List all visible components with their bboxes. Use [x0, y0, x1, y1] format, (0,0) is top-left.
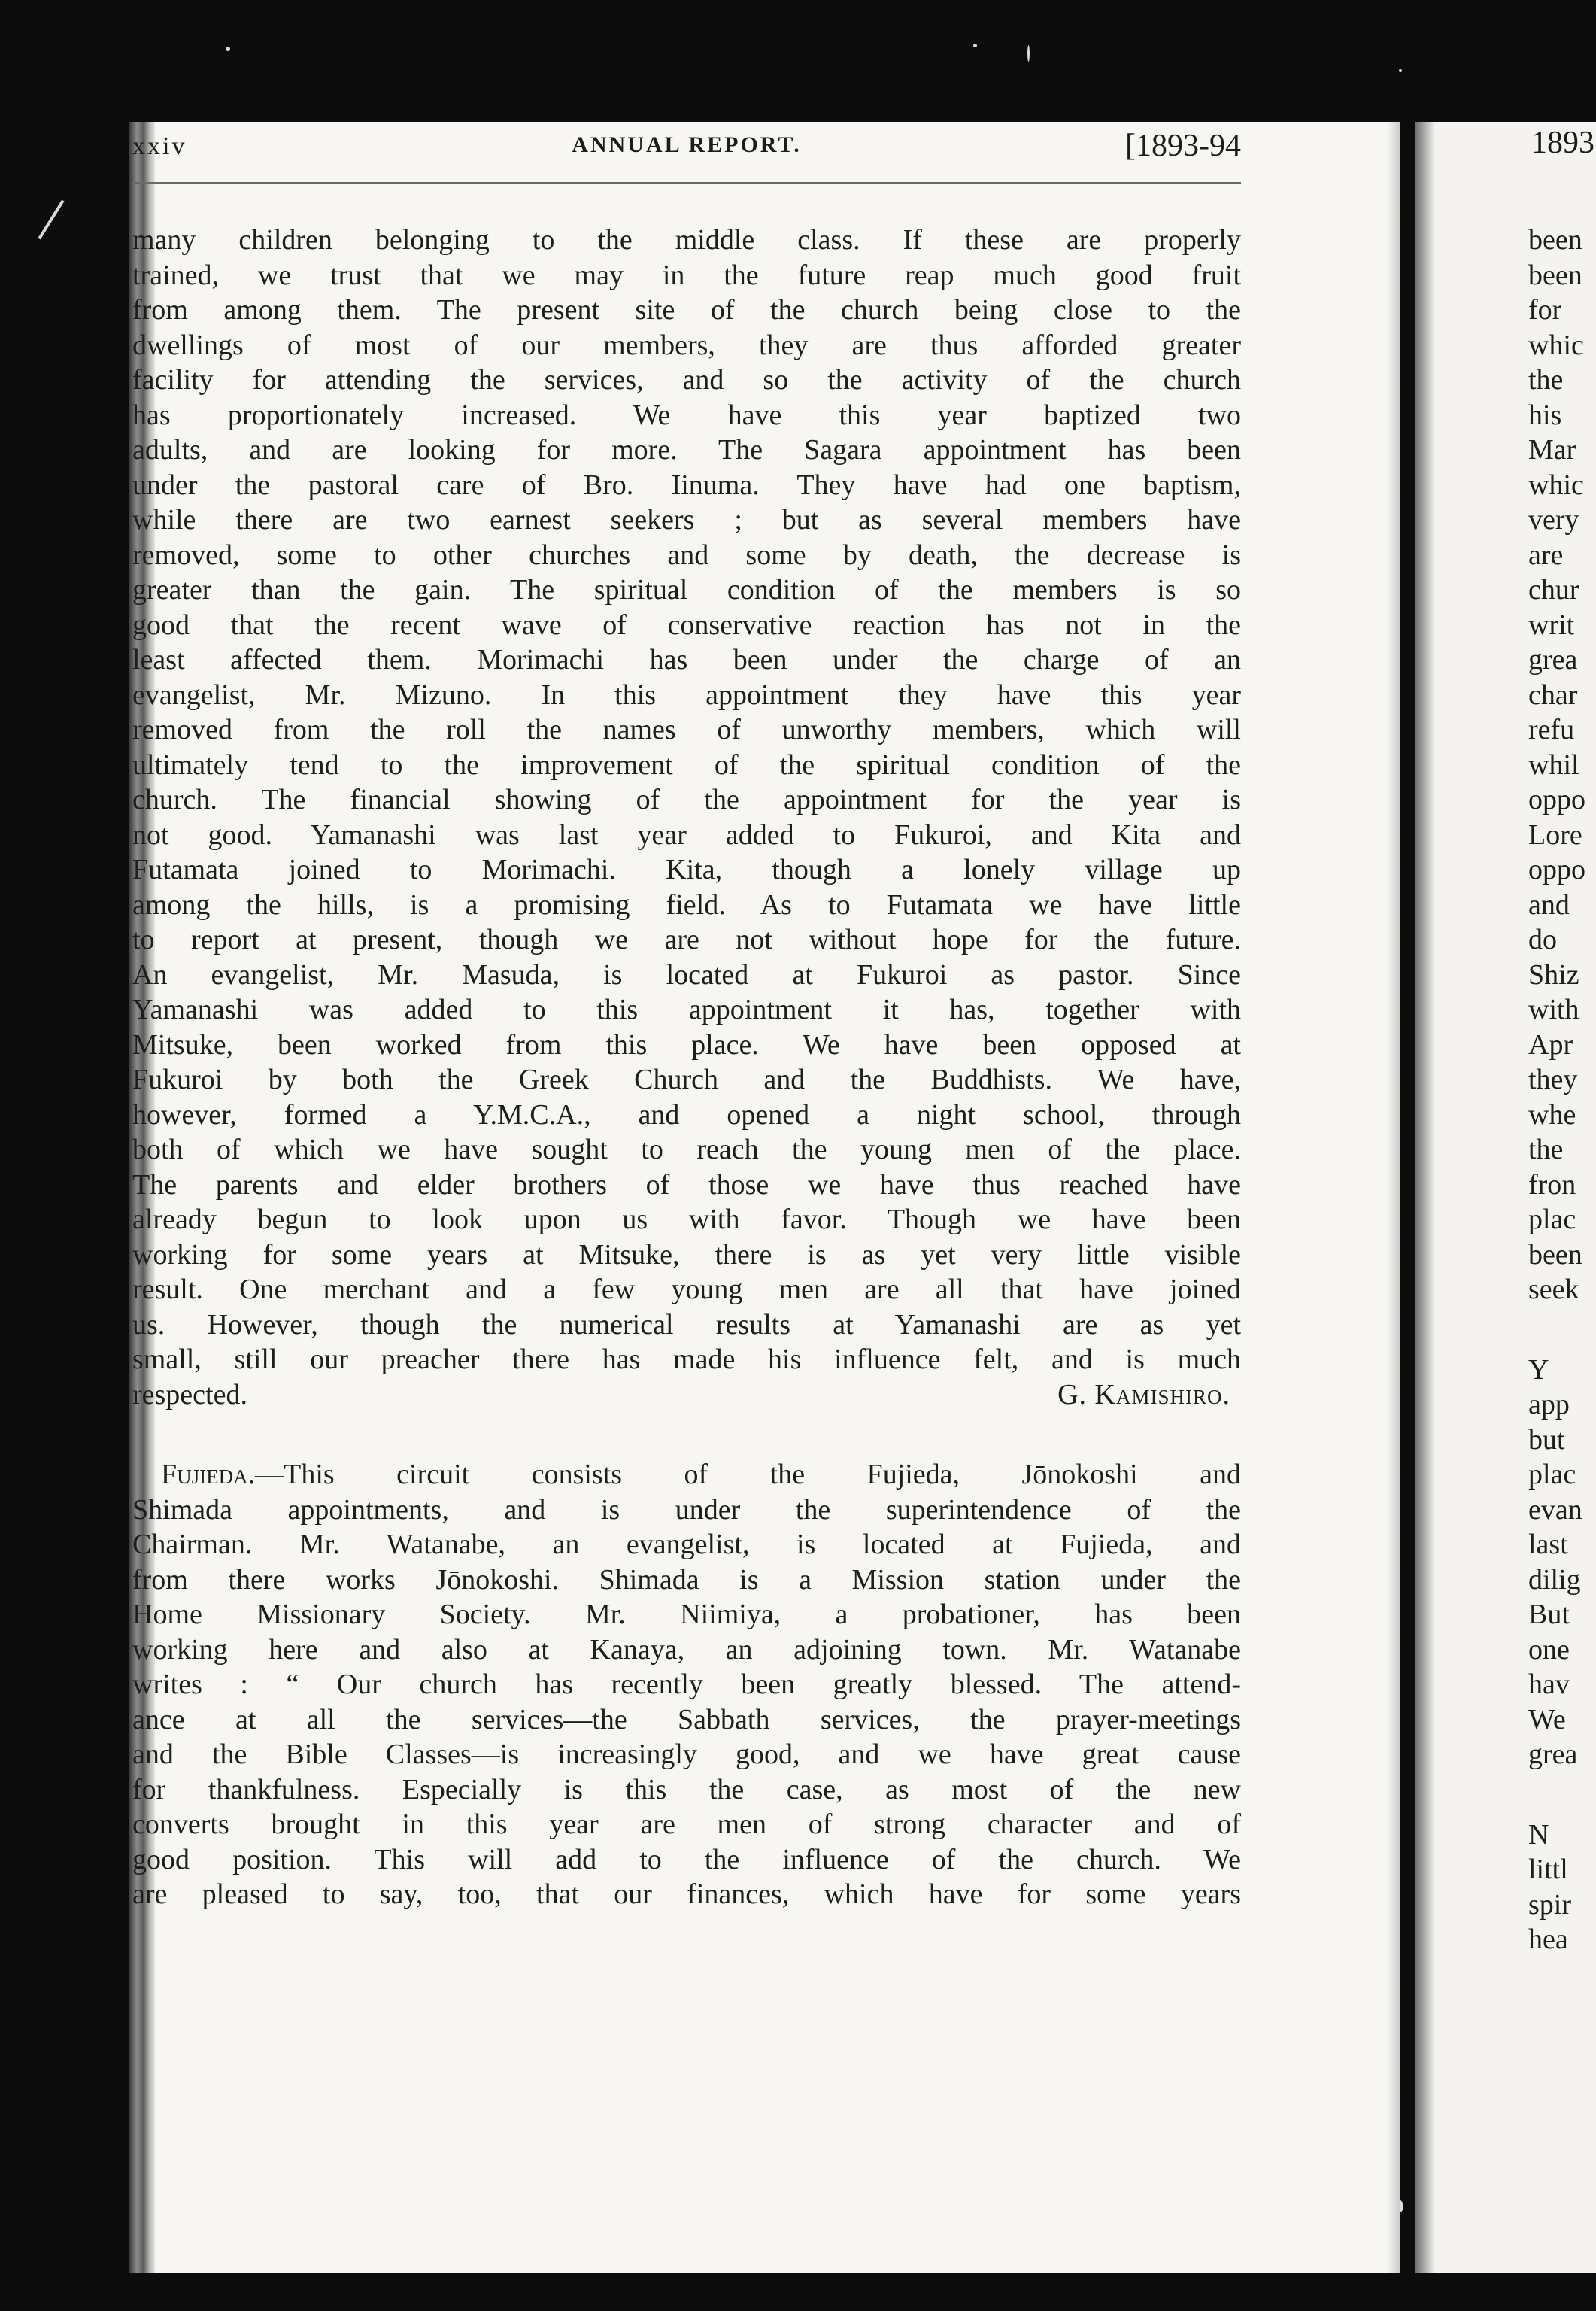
facing-page-line-fragment: hea	[1528, 1924, 1568, 1955]
text-line: removed, some to other churches and some by death, the decrease is	[132, 539, 1241, 571]
facing-page-line-fragment: last	[1528, 1529, 1568, 1560]
facing-page-line-fragment: plac	[1528, 1459, 1576, 1490]
text-line: Mitsuke, been worked from this place. We have been opposed at	[132, 1028, 1241, 1061]
paragraph-gap	[1528, 1772, 1596, 1818]
signature-row	[132, 1377, 1241, 1413]
body-text	[132, 223, 1241, 1912]
facing-page-line-fragment: one	[1528, 1633, 1570, 1666]
text-line: good that the recent wave of conservative reaction has not in the	[132, 609, 1241, 641]
facing-page-line-fragment: Apr	[1528, 1028, 1573, 1061]
text-line: church. The financial showing of the appointment for the year is	[132, 784, 1241, 815]
page-folio: xxiv	[132, 132, 187, 160]
text-line: working for some years at Mitsuke, there is as yet very little visible	[132, 1238, 1241, 1271]
film-scratch	[38, 199, 64, 239]
text-line: Yamanashi was added to this appointment it has, together with	[132, 994, 1241, 1025]
film-speck	[1027, 45, 1030, 62]
facing-page-line-fragment: refu	[1528, 714, 1575, 746]
text-line: under the pastoral care of Bro. Iinuma. They have had one baptism,	[132, 469, 1241, 501]
facing-page-line-fragment: N	[1528, 1818, 1549, 1851]
text-line: greater than the gain. The spiritual condition of the members is so	[132, 574, 1241, 606]
text-line: for thankfulness. Especially is this the case, as most of the new	[132, 1773, 1241, 1805]
facing-page-line-fragment: do	[1528, 924, 1557, 955]
facing-page-line-fragment: and	[1528, 888, 1570, 921]
text-line: Futamata joined to Morimachi. Kita, though a lonely village up	[132, 854, 1241, 885]
facing-page-line-fragment: seek	[1528, 1274, 1579, 1305]
facing-page-line-fragment: grea	[1528, 1739, 1578, 1770]
facing-page-line-fragment: char	[1528, 679, 1578, 711]
facing-page-line-fragment: dilig	[1528, 1563, 1581, 1596]
running-year: [1893-94	[1125, 129, 1241, 163]
text-line: evangelist, Mr. Mizuno. In this appointment they have this year	[132, 679, 1241, 711]
facing-page-line-fragment: But	[1528, 1599, 1570, 1630]
facing-page-line-fragment: the	[1528, 1134, 1564, 1165]
facing-page-line-fragment: Y	[1528, 1353, 1549, 1386]
closing-line: respected.	[132, 1378, 247, 1411]
facing-page-line-fragment: evan	[1528, 1493, 1582, 1526]
text-line: us. However, though the numerical results at Yamanashi are as yet	[132, 1308, 1241, 1341]
text-line: dwellings of most of our members, they are thus afforded greater	[132, 329, 1241, 361]
text-line: working here and also at Kanaya, an adjoining town. Mr. Watanabe	[132, 1633, 1241, 1666]
text-line: has proportionately increased. We have this year baptized two	[132, 399, 1241, 431]
facing-page-line-fragment: grea	[1528, 644, 1578, 676]
text-line: already begun to look upon us with favor. Though we have been	[132, 1204, 1241, 1235]
running-title: ANNUAL REPORT.	[572, 132, 802, 157]
facing-page-line-fragment: his	[1528, 399, 1562, 431]
text-line: adults, and are looking for more. The Sagara appointment has been	[132, 434, 1241, 466]
facing-page-line-fragment: whic	[1528, 329, 1584, 361]
text-line: ance at all the services—the Sabbath services, the prayer-meetings	[132, 1703, 1241, 1736]
facing-page-line-fragment: chur	[1528, 574, 1579, 606]
text-line: to report at present, though we are not without hope for the future.	[132, 924, 1241, 955]
text-line: small, still our preacher there has made his influence felt, and is much	[132, 1344, 1241, 1375]
facing-page-line-fragment: Mar	[1528, 434, 1576, 466]
facing-page-line-fragment: plac	[1528, 1204, 1576, 1235]
facing-page-line-fragment: Shiz	[1528, 958, 1579, 991]
facing-page-line-fragment: oppo	[1528, 784, 1585, 815]
text-line: however, formed a Y.M.C.A., and opened a night school, through	[132, 1098, 1241, 1131]
facing-page-line-fragment: for	[1528, 294, 1562, 326]
facing-page-header: 1893	[1531, 126, 1594, 160]
text-line: converts brought in this year are men of strong character and of	[132, 1808, 1241, 1840]
facing-page-line-fragment: but	[1528, 1423, 1565, 1456]
facing-page-line-fragment: We	[1528, 1703, 1566, 1736]
facing-page-line-fragment: app	[1528, 1389, 1570, 1420]
text-line: trained, we trust that we may in the future reap much good fruit	[132, 259, 1241, 291]
facing-page-line-fragment: Lore	[1528, 818, 1582, 851]
facing-page-line-fragment: been	[1528, 224, 1582, 256]
text-line: good position. This will add to the influence of the church. We	[132, 1843, 1241, 1875]
facing-page-line-fragment: very	[1528, 504, 1579, 536]
paragraph-fujieda-circuit	[132, 1457, 1241, 1912]
paragraph-kamishiro-report	[132, 223, 1241, 1377]
signature: G. Kamishiro.	[1057, 1378, 1230, 1411]
text-line: both of which we have sought to reach the young men of the place.	[132, 1134, 1241, 1165]
text-line: least affected them. Morimachi has been under the charge of an	[132, 644, 1241, 676]
text-line: among the hills, is a promising field. As to Futamata we have little	[132, 888, 1241, 921]
facing-page-line-fragment: hav	[1528, 1669, 1570, 1700]
paragraph-gap	[1528, 1307, 1596, 1353]
heading-continuation: —This circuit consists of the Fujieda, Jōnokoshi and	[255, 1459, 1241, 1490]
facing-page-line-fragment: whe	[1528, 1098, 1576, 1131]
text-line: writes : “ Our church has recently been greatly blessed. The attend-	[132, 1669, 1241, 1700]
film-speck	[226, 47, 230, 51]
facing-page-line-fragment: spir	[1528, 1888, 1571, 1921]
running-head	[132, 129, 1241, 175]
facing-page-line-fragment: oppo	[1528, 854, 1585, 885]
text-line: ultimately tend to the improvement of the spiritual condition of the	[132, 749, 1241, 781]
text-line: An evangelist, Mr. Masuda, is located at Fukuroi as pastor. Since	[132, 958, 1241, 991]
section-heading: Fujieda.	[161, 1459, 256, 1490]
text-line: from there works Jōnokoshi. Shimada is a Mission station under the	[132, 1563, 1241, 1596]
header-rule	[132, 182, 1241, 184]
text-line: result. One merchant and a few young men are all that have joined	[132, 1274, 1241, 1305]
facing-page-line-fragment: they	[1528, 1064, 1578, 1095]
paragraph-first-line	[132, 1457, 1241, 1493]
text-line: from among them. The present site of the church being close to the	[132, 294, 1241, 326]
film-speck	[1399, 69, 1402, 72]
text-line: Shimada appointments, and is under the superintendence of the	[132, 1493, 1241, 1526]
facing-page-line-fragment: are	[1528, 539, 1564, 571]
text-line: The parents and elder brothers of those we have thus reached have	[132, 1168, 1241, 1201]
page-gutter-edge	[1387, 122, 1400, 2273]
text-line: facility for attending the services, and so the activity of the church	[132, 364, 1241, 396]
facing-page-line-fragment: whil	[1528, 749, 1579, 781]
text-line: removed from the roll the names of unworthy members, which will	[132, 714, 1241, 746]
facing-page-line-fragment: been	[1528, 259, 1582, 291]
text-line: many children belonging to the middle class. If these are properly	[132, 224, 1241, 256]
text-line: Chairman. Mr. Watanabe, an evangelist, is located at Fujieda, and	[132, 1529, 1241, 1560]
facing-page-line-fragment: fron	[1528, 1168, 1576, 1201]
facing-page-line-fragment: whic	[1528, 469, 1584, 501]
text-line: Fukuroi by both the Greek Church and the Buddhists. We have,	[132, 1064, 1241, 1095]
text-line: not good. Yamanashi was last year added to Fukuroi, and Kita and	[132, 818, 1241, 851]
facing-page-line-fragment: littl	[1528, 1854, 1568, 1885]
text-line: while there are two earnest seekers ; but as several members have	[132, 504, 1241, 536]
film-speck	[973, 44, 977, 47]
facing-page-text	[1528, 223, 1596, 1957]
facing-page-gutter-shadow	[1415, 122, 1435, 2273]
facing-page-line-fragment: writ	[1528, 609, 1575, 641]
facing-page-line-fragment: been	[1528, 1238, 1582, 1271]
paragraph-gap	[132, 1412, 1241, 1457]
facing-page-line-fragment: the	[1528, 364, 1564, 396]
text-line: Home Missionary Society. Mr. Niimiya, a probationer, has been	[132, 1599, 1241, 1630]
facing-page-line-fragment: with	[1528, 994, 1579, 1025]
text-line: are pleased to say, too, that our finances, which have for some years	[132, 1878, 1241, 1910]
text-line: and the Bible Classes—is increasingly good, and we have great cause	[132, 1739, 1241, 1770]
